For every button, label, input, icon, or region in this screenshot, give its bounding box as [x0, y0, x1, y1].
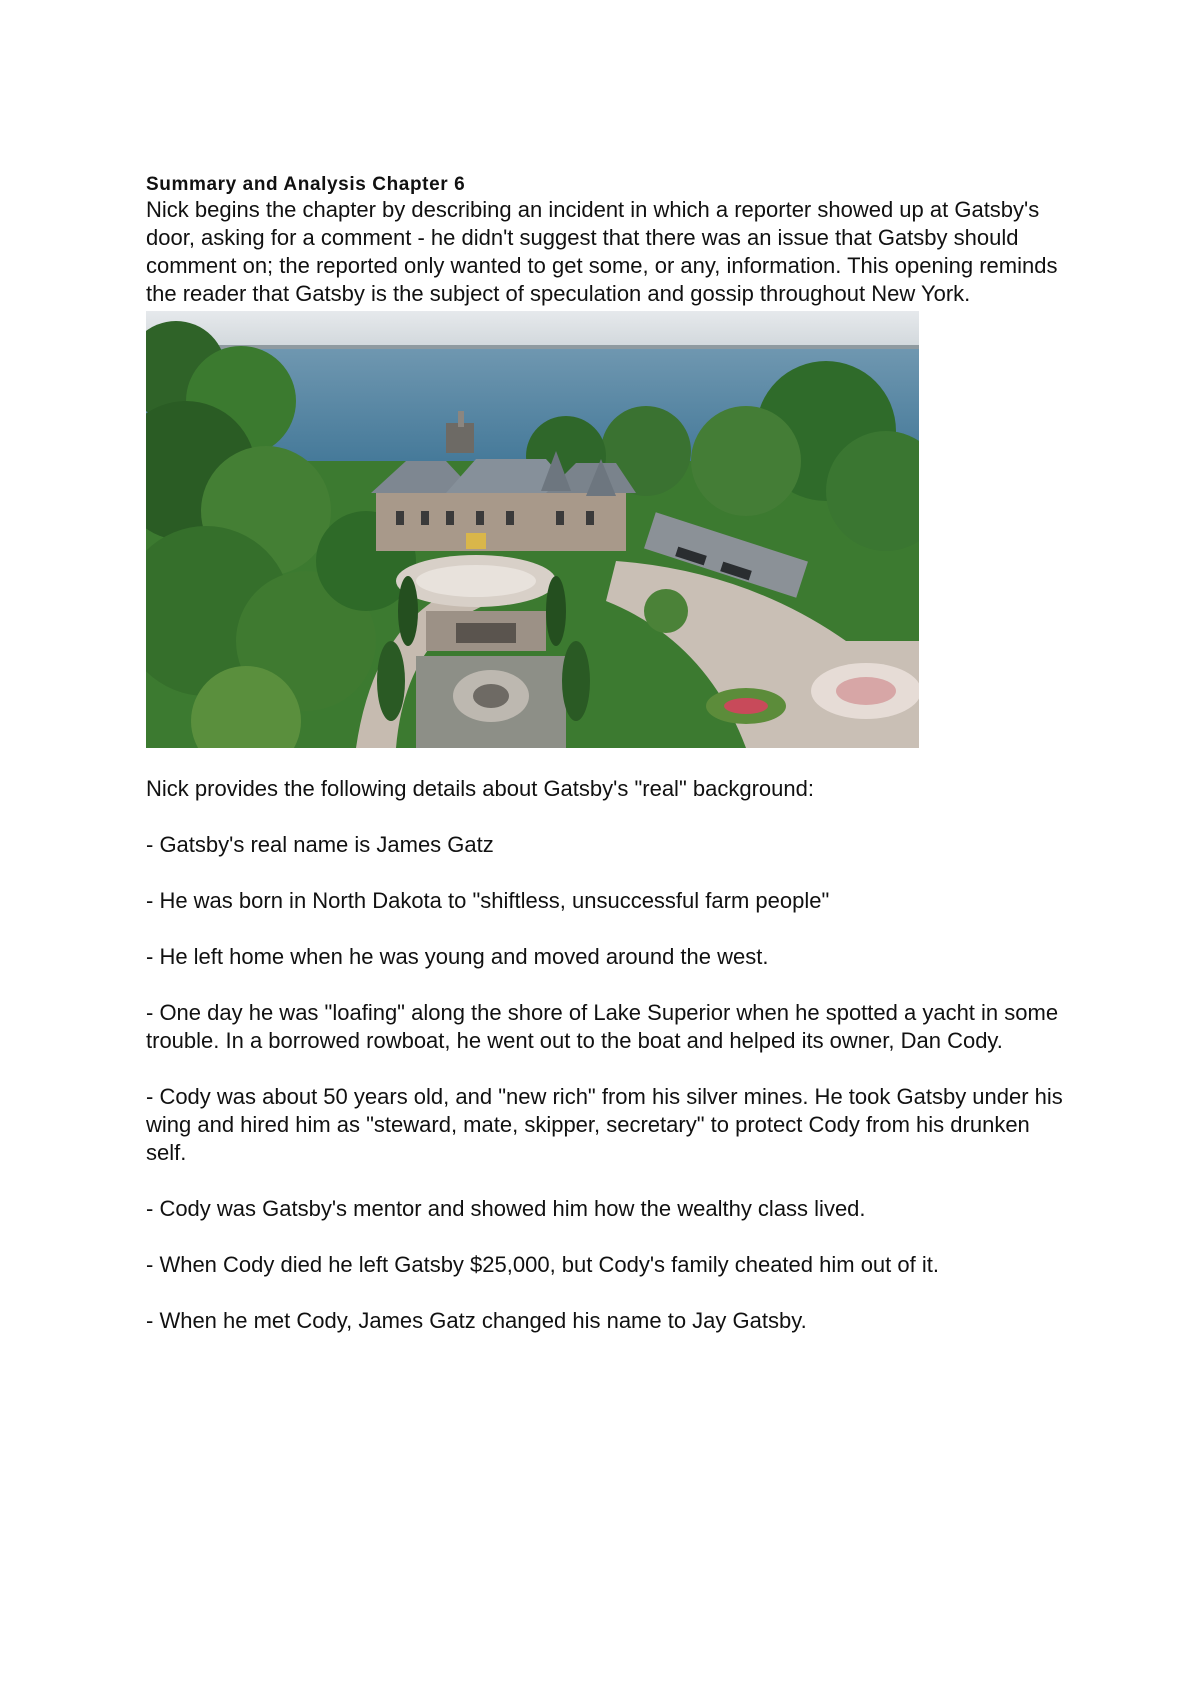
- list-item: - Cody was Gatsby's mentor and showed him how the wealthy class lived.: [146, 1196, 866, 1221]
- list-item: - When Cody died he left Gatsby $25,000, but Cody's family cheated him out of it.: [146, 1252, 939, 1277]
- list-item: - He was born in North Dakota to "shiftless, unsuccessful farm people": [146, 888, 830, 913]
- mansion-aerial-photo: [146, 311, 919, 748]
- document-page: [146, 174, 1066, 1335]
- chapter-heading: Summary and Analysis Chapter 6: [146, 174, 466, 195]
- list-item: - Gatsby's real name is James Gatz: [146, 832, 494, 857]
- background-list: [146, 831, 1066, 1335]
- background-intro: Nick provides the following details about Gatsby's "real" background:: [146, 776, 814, 801]
- list-item: - Cody was about 50 years old, and "new rich" from his silver mines. He took Gatsby under his wing and hired him as "steward, mate, skipper, secretary" to protect Cody from his drunken self.: [146, 1084, 1063, 1165]
- list-item: - When he met Cody, James Gatz changed his name to Jay Gatsby.: [146, 1308, 807, 1333]
- intro-paragraph: Nick begins the chapter by describing an incident in which a reporter showed up at Gatsby's door, asking for a comment - he didn't suggest that there was an issue that Gatsby should comment on; the reported only wanted to get some, or any, information. This opening reminds the reader that Gatsby is the subject of speculation and gossip throughout New York.: [146, 197, 1058, 306]
- list-item: - He left home when he was young and moved around the west.: [146, 944, 769, 969]
- list-item: - One day he was "loafing" along the shore of Lake Superior when he spotted a yacht in some trouble. In a borrowed rowboat, he went out to the boat and helped its owner, Dan Cody.: [146, 1000, 1059, 1053]
